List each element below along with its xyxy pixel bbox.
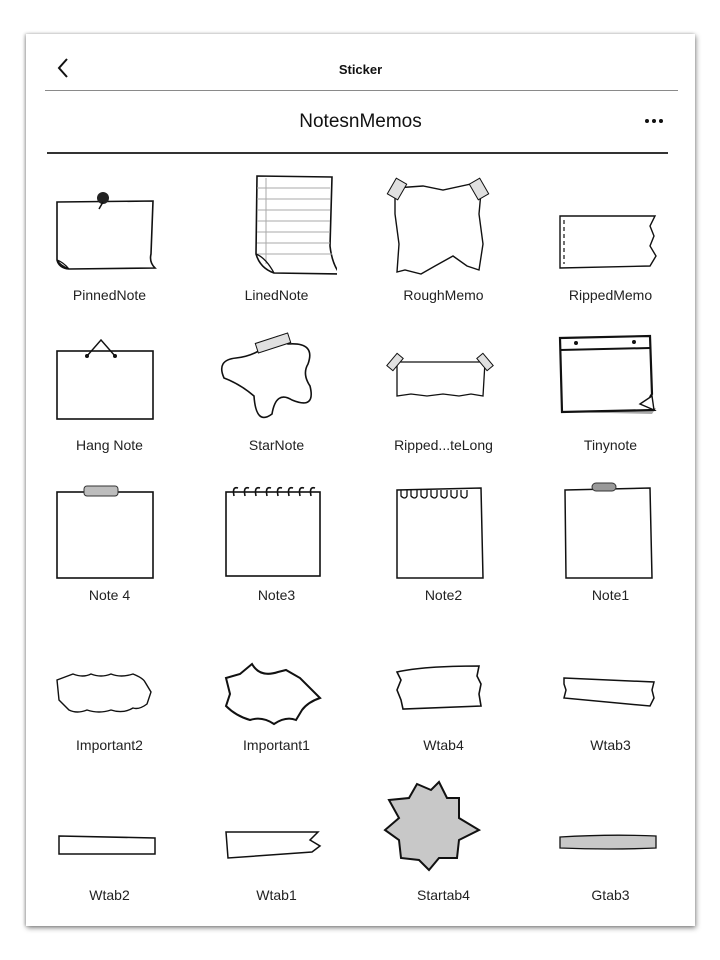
sticker-startab-4[interactable] [360,774,527,924]
sticker-label: Tinynote [583,437,638,453]
more-horizontal-icon[interactable] [642,114,666,128]
wtab-3-icon [550,624,671,734]
startab-4-icon [383,774,504,884]
important-1-icon [216,624,337,734]
sticker-label: Wtab1 [256,887,297,903]
sticker-note-1[interactable] [527,474,694,624]
wtab-4-icon [383,624,504,734]
sticker-label: Note 4 [88,587,131,603]
divider [47,152,668,154]
sticker-ripped-memo[interactable] [527,174,694,324]
category-title: NotesnMemos [299,111,422,132]
sticker-important-1[interactable] [193,624,360,774]
star-note-icon [216,324,337,434]
ripped-note-long-icon [383,324,504,434]
sticker-lined-note[interactable] [193,174,360,324]
sticker-label: Gtab3 [591,887,630,903]
sticker-label: Important1 [243,737,310,753]
sticker-important-2[interactable] [26,624,193,774]
sticker-tiny-note[interactable] [527,324,694,474]
sticker-rough-memo[interactable] [360,174,527,324]
sticker-note-4[interactable] [26,474,193,624]
sticker-panel [26,34,695,926]
page-title: Sticker [338,62,383,77]
sticker-note-2[interactable] [360,474,527,624]
sticker-label: RoughMemo [403,287,484,303]
important-2-icon [49,624,170,734]
note-2-icon [383,474,504,584]
sticker-wtab-1[interactable] [193,774,360,924]
sticker-label: RippedMemo [568,287,653,303]
sticker-wtab-4[interactable] [360,624,527,774]
sticker-label: Important2 [76,737,143,753]
sticker-note-3[interactable] [193,474,360,624]
wtab-2-icon [49,774,170,884]
sticker-label: Wtab3 [590,737,631,753]
note-4-icon [49,474,170,584]
sticker-pinned-note[interactable] [26,174,193,324]
divider [45,90,678,91]
sticker-label: Note2 [424,587,463,603]
sticker-label: PinnedNote [72,287,147,303]
sticker-ripped-note-long[interactable] [360,324,527,474]
sticker-label: Wtab2 [89,887,130,903]
sticker-wtab-3[interactable] [527,624,694,774]
top-bar [26,34,695,91]
pinned-note-icon [49,174,170,284]
sticker-wtab-2[interactable] [26,774,193,924]
wtab-1-icon [216,774,337,884]
sticker-label: LinedNote [244,287,309,303]
hang-note-icon [49,324,170,434]
sticker-hang-note[interactable] [26,324,193,474]
note-1-icon [550,474,671,584]
sticker-label: Note3 [257,587,296,603]
ripped-memo-icon [550,174,671,284]
note-3-icon [216,474,337,584]
sticker-star-note[interactable] [193,324,360,474]
sticker-label: Note1 [591,587,630,603]
sticker-label: Wtab4 [423,737,464,753]
tiny-note-icon [550,324,671,434]
rough-memo-icon [383,174,504,284]
gtab-3-icon [550,774,671,884]
lined-note-icon [216,174,337,284]
sticker-label: Ripped...teLong [394,437,493,453]
sticker-label: StarNote [248,437,305,453]
sticker-label: Hang Note [76,437,143,453]
sticker-gtab-3[interactable] [527,774,694,924]
sticker-label: Startab4 [417,887,470,903]
